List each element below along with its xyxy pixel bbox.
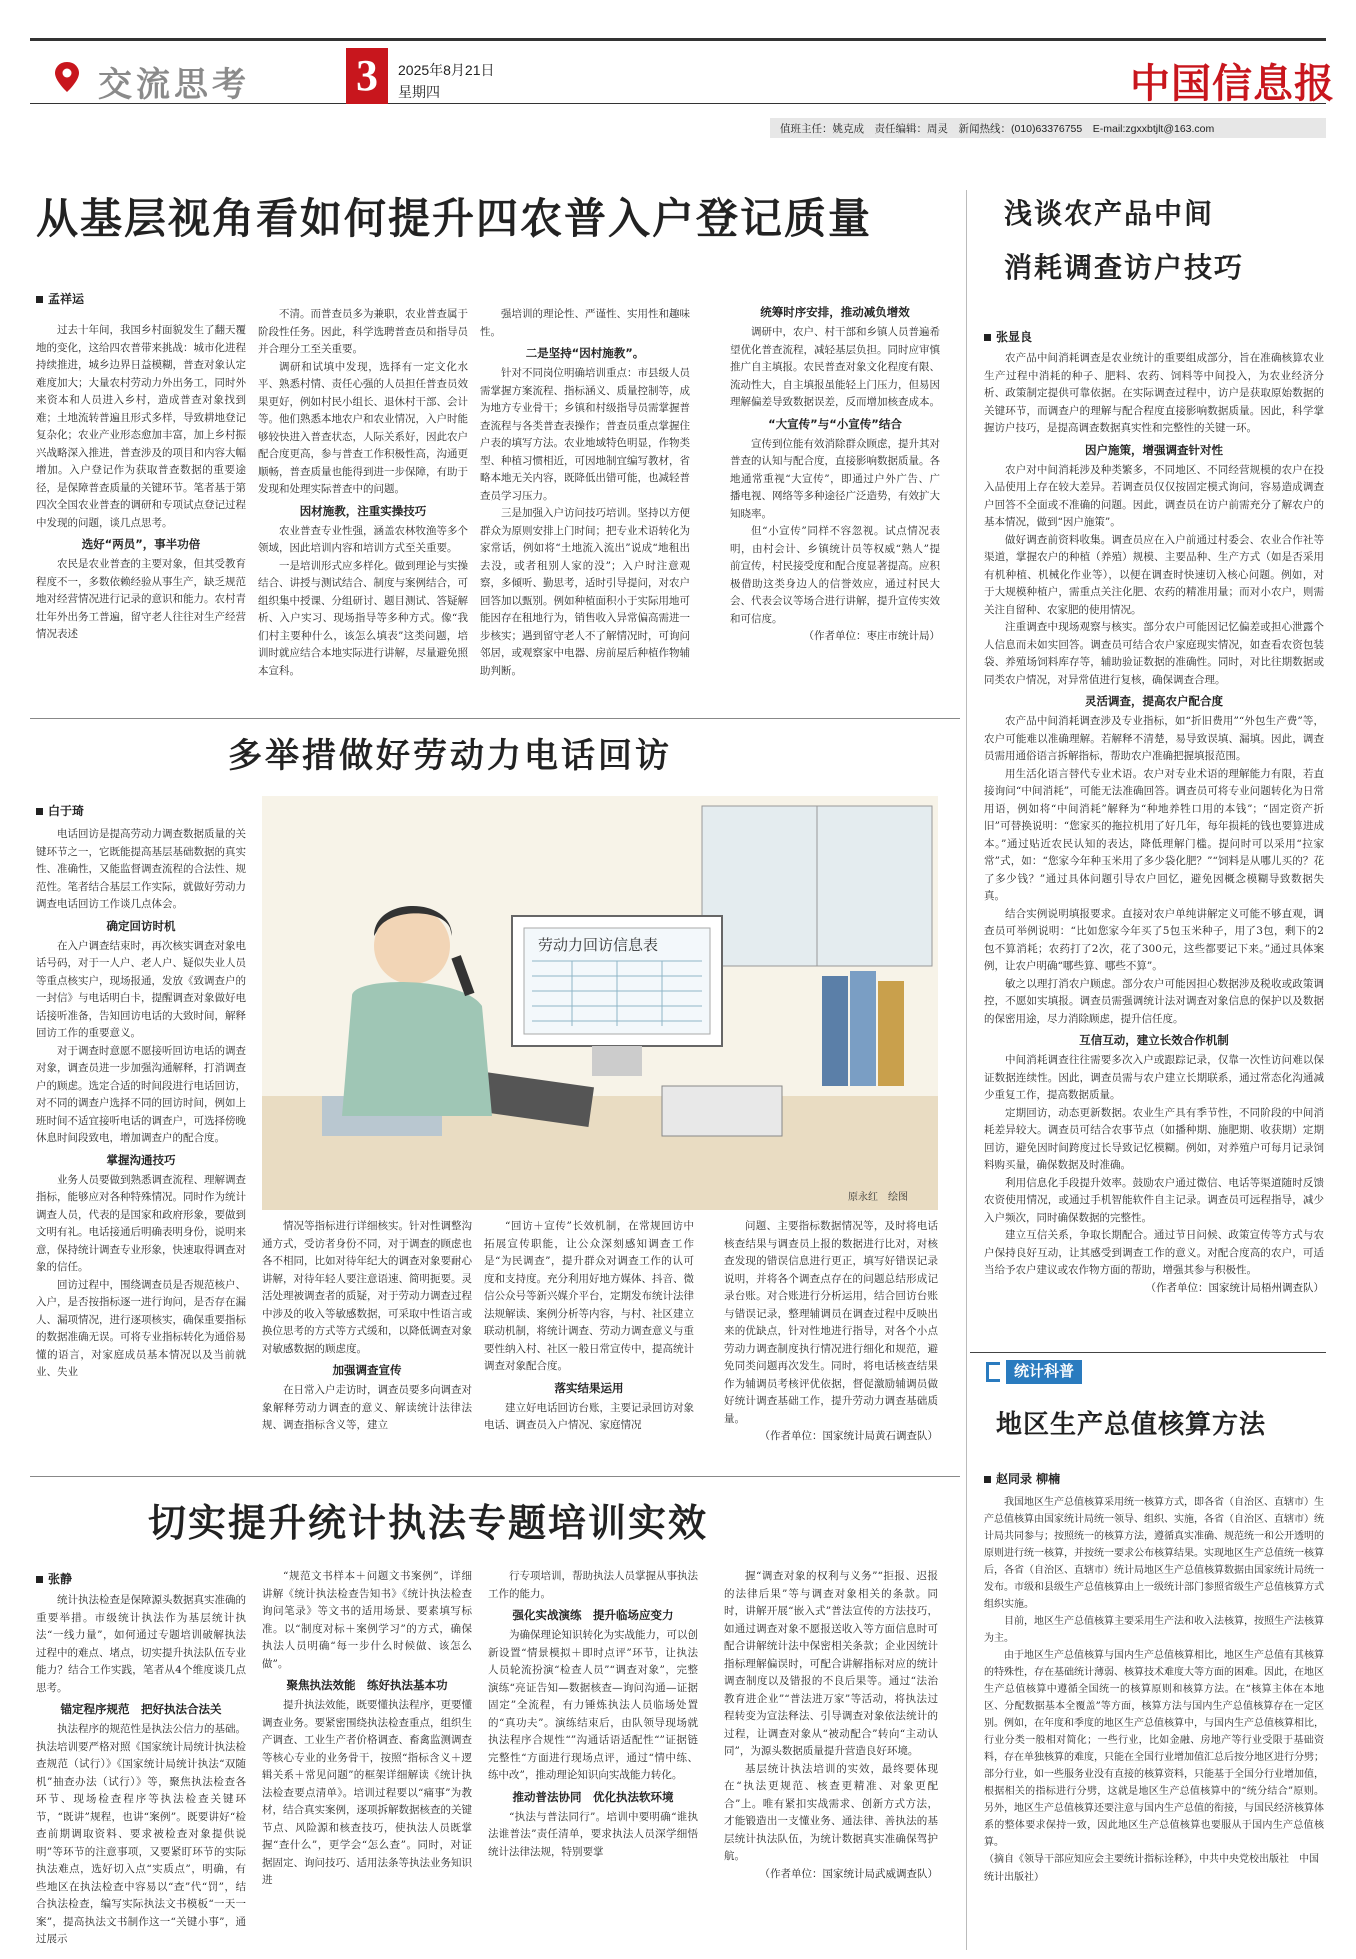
article2-subhead-1: 确定回访时机 [106,918,176,933]
article2-subhead-3: 加强调查宣传 [332,1363,402,1377]
article3-subhead-2: 聚焦执法效能 练好执法基本功 [286,1678,448,1692]
article2-col4: 问题、主要指标数据情况等，及时将电话核查结果与调查员上报的数据进行比对，对核查发现的错误信息进行更正，填写好错误记录说明，并将各个调查点存在的问题总结形成记录台账。对合账进行分析运用，结合回访台账与错误记录，整理辅调员在调查过程中反映出来的优缺点，针对性地进行指导，对各个小点劳动力调查制度执行情况进行细化和规范，避免同类问题再次发生。同时，将电话核查结果作为辅调员考核评优依据，督促激励辅调员做好统计调查基础工作，提升劳动力调查基础质量。 （作者单位：国家统计局黄石调查队） [724,1218,938,1468]
sidebar1-author: 张显良 [984,328,1032,345]
newspaper-logo: 中国信息报 [1130,60,1335,107]
article2-byline: （作者单位：国家统计局黄石调查队） [759,1430,938,1442]
sidebar1-subhead-3: 互信互动，建立长效合作机制 [1079,1033,1229,1047]
sidebar1-byline: （作者单位：国家统计局梧州调查队） [1145,1281,1324,1294]
article3-byline: （作者单位：国家统计局武威调查队） [759,1867,938,1880]
article3-author: 张静 [36,1570,72,1587]
article2-author: 白于琦 [36,802,84,819]
sidebar1-subhead-1: 因户施策，增强调查针对性 [1085,442,1223,457]
article3-col2: “规范文书样本＋问题文书案例”，详细讲解《统计执法检查告知书》《统计执法检查询问笔录》等文书的适用场景、要素填写标准。以“制度对标＋案例学习”的方式，确保执法人员明确“每一步什么时候做、该怎么做”。 聚焦执法效能 练好执法基本功 提升执法效能，既要懂执法程序，更要懂调查业务。要紧密围绕执法检查重点，组织生产调查、工业生产者价格调查、畜禽监测调查等核心专业的业务骨干，按照“指标含义＋逻辑关系＋常见问题”的框架详细解读《统计执法检查要点清单》。培训过程要以“痛事”为教材，结合真实案例，逐项拆解数据核查的关键节点、风险源和核查技巧，使执法人员既掌握“查什么”，更学会“怎么查”。同时，对证据固定、询问技巧、适用法条等执法业务知识进 [262,1570,472,1886]
sidebar2-byline: （摘自《领导干部应知应会主要统计指标诠释》，中共中央党校出版社 中国统计出版社） [984,1854,1319,1883]
article2-col2: 情况等指标进行详细核实。针对性调整沟通方式，受访者身份不同，对于调查的顾虑也各不相同，比如对待年纪大的调查对象要耐心讲解，对待年轻人要注意语速、简明扼要。灵活处理被调查者的质疑，对于劳动力调查过程中涉及的收入等敏感数据，可采取中性语言或换位思考的方式等方式缓和，以降低调查对象对敏感数据的顾虑度。 加强调查宣传 在日常入户走访时，调查员要多向调查对象解释劳动力调查的意义、解读统计法律法规、调查指标含义等，建立 [262,1220,472,1431]
article1-subhead-5: “大宣传”与“小宣传”结合 [768,416,902,431]
illustration [262,796,938,1210]
article1-col3: 强培训的理论性、严谨性、实用性和趣味性。 二是坚持“因村施教”。 针对不同岗位明确培训重点：市县级人员需掌握方案流程、指标涵义、质量控制等，成为地方专业骨干；乡镇和村级指导员需掌握普查流程与各类普查表操作；普查员重点掌握住户表的填写方法。农业地域特色明显，作物类型、种植习惯相近，可因地制宜编写教材，省略本地无关内容，既降低出错可能，也减轻普查员学习压力。 三是加强入户访问技巧培训。坚持以方便群众为原则安排上门时间；把专业术语转化为家常话，例如将“土地流入流出”说成“地租出去没，或者租别人家的没”；入户时注意观察，多倾听、勤思考，适时引导提问，对农户回答加以甄别。例如种植面积小于实际用地可能因存在租地行为，销售收入异常偏高需进一步核实；遇到留守老人不了解情况时，可询问邻居，或观察家中电器、房前屋后种植作物辅助判断。 [480,308,690,677]
divider [30,1476,960,1477]
article3-col1: 统计执法检查是保障源头数据真实准确的重要举措。市级统计执法作为基层统计执法“一线力量”，如何通过专题培训破解执法过程中的难点、堵点，切实提升执法队伍专业能力？结合工作实践，笔者从4个维度谈几点思考。 锚定程序规范 把好执法合法关 执法程序的规范性是执法公信力的基础。执法培训要严格对照《国家统计局统计执法检查规范（试行）》《国家统计局统计执法“双随机”抽查办法（试行）》等，聚焦执法检查各环节、现场检查程序等执法检查关键环节，“既讲”规程，也讲“案例”。既要讲好“检查前期调取资料、要求被检查对象提供说明”等环节的注意事项，又要紧盯环节的实际执法难点，选好切入点“实质点”，明确，有些地区在执法检查中容易以“查”代“罚”，结合执法检查，编写实际执法文书模板“一天一案”，提高执法文书制作这一“关键小事”，通过展示 [36,1594,246,1945]
article3-subhead-4: 推动普法协同 优化执法软环境 [512,1789,674,1804]
article1-subhead-4: 统筹时序安排，推动减负增效 [760,305,910,319]
issue-weekday: 星期四 [398,84,440,100]
article2-subhead-4: 落实结果运用 [554,1380,624,1395]
article1-col1: 过去十年间，我国乡村面貌发生了翻天覆地的变化，这给四农普带来挑战：城市化进程持续推进，城乡边界日益模糊，普查对象认定难度加大；大量农村劳动力外出务工，同时外来资本和人员进入乡村，造成普查对象找到难；土地流转普遍且形式多样，导致耕地登记复杂化；农业产业形态愈加丰富，加上乡村振兴战略深入推进，普查涉及的项目和内容大幅增加。入户登记作为获取普查数据的重要途径，是保障普查质量的关键环节。笔者基于第四次全国农业普查的调研和专项试点登记过程中发现的问题，谈几点思考。 选好“两员”，事半功倍 农民是农业普查的主要对象，但其受教育程度不一，多数依赖经验从事生产，缺乏规范地对经营情况进行记录的意识和能力。农村青壮年外出务工普遍，留守老人往往对生产经营情况表述 [36,324,246,640]
article2-subhead-2: 掌握沟通技巧 [106,1152,176,1167]
divider [970,1352,1326,1353]
sidebar1-body: 农产品中间消耗调查是农业统计的重要组成部分，旨在准确核算农业生产过程中消耗的种子、肥料、农药、饲料等中间投入，为农业经济分析、政策制定提供可靠依据。在实际调查过程中，访户是获取原始数据的关键环节，而调查户的理解与配合程度直接影响数据质量。因此，科学掌握访户技巧，是提高调查数据真实性和完整性的关键一环。 因户施策，增强调查针对性 农户对中间消耗涉及种类繁多，不同地区、不同经营规模的农户在投入品使用上存在较大差异。若调查员仅仅按固定模式询问，容易造成调查户回答不全面或不准确的问题。因此，调查员在访户前需充分了解农户的基本情况，做到“因户施策”。 做好调查前资料收集。调查员应在入户前通过村委会、农业合作社等渠道，掌握农户的种植（养殖）规模、主要品种、生产方式（如是否采用有机种植、机械化作业等），以便在调查时快速切入核心问题。例如，对于大规模种植户，需重点关注化肥、农药的精准用量；而对小农户，则需关注自留种、农家肥的使用情况。 注重调查中现场观察与核实。部分农户可能因记忆偏差或担心泄露个人信息而未如实回答。调查员可结合农户家庭现实情况，如查看农资包装袋、养殖场饲料库存等，辅助验证数据的准确性。同时，对比往期数据或同类农户情况，对异常值进行复核，确保调查合理。 灵活调查，提高农户配合度 农产品中间消耗调查涉及专业指标，如“折旧费用”“外包生产费”等，农户可能难以准确理解。若解释不清楚，易导致误填、漏填。因此，调查员需用通俗语言拆解指标，帮助农户准确把握填报范围。 用生活化语言替代专业术语。农户对专业术语的理解能力有限，若直接询问“中间消耗”，可能无法准确回答。调查员可将专业问题转化为日常用语，例如将“中间消耗”解释为“种地养牲口用的本钱”；“固定资产折旧”可替换说明：“您家买的拖拉机用了好几年，每年损耗的钱也要算进成本。”通过贴近农民认知的表达，降低理解门槛。提问时可以采用“拉家常”式，如：“您家今年种玉米用了多少袋化肥？”“饲料是从哪儿买的？花了多少钱？”通过具体问题引导农户回忆，避免因概念模糊导致数据失真。 结合实例说明填报要求。直接对农户单纯讲解定义可能不够直观，调查员可举例说明：“比如您家今年买了5包玉米种子，用了3包，剩下的2包不算消耗；农药打了2次，花了300元，这些都要记下来。”通过具体案例，让农户明确“哪些算、哪些不算”。 敏之以理打消农户顾虑。部分农户可能因担心数据涉及税收或政策调控，不愿如实填报。调查员需强调统计法对调查对象信息的保护以及数据的保密用途，尽力消除顾虑，提升信任度。 互信互动，建立长效合作机制 中间消耗调查往往需要多次入户或跟踪记录，仅靠一次性访问难以保证数据连续性。因此，调查员需与农户建立长期联系，通过常态化沟通减少重复工作，提高数据质量。 定期回访，动态更新数据。农业生产具有季节性，不同阶段的中间消耗差异较大。调查员可结合农事节点（如播种期、施肥期、收获期）定期回访，避免因时间跨度过长导致记忆模糊。例如，对养殖户可每月记录饲料购买量，确保数据及时准确。 利用信息化手段提升效率。鼓励农户通过微信、电话等渠道随时反馈农资使用情况，或通过手机智能软件自主记录。调查员可远程指导，减少入户频次，同时确保数据的完整性。 建立互信关系，争取长期配合。通过节日问候、政策宣传等方式与农户保持良好互动，让其感受到调查工作的意义。对配合度高的农户，可适当给予农户建议或农作物方面的帮助，增强其参与积极性。 （作者单位：国家统计局梧州调查队） [984,350,1324,1340]
illustration-form-title: 劳动力回访信息表 [538,936,659,954]
page-number: 3 [346,48,388,104]
article1-subhead-2: 因材施教，注重实操技巧 [299,503,427,518]
article3-subhead-1: 锚定程序规范 把好执法合法关 [60,1702,222,1716]
section-title: 交流思考 [98,65,250,105]
sidebar2-author: 赵同录 柳楠 [984,1470,1060,1487]
sidebar1-title-line1: 浅谈农产品中间 [1004,197,1215,230]
article2-col1: 电话回访是提高劳动力调查数据质量的关键环节之一，它既能提高基层基础数据的真实性、准确性，又能监督调查流程的合法性、规范性。笔者结合基层工作实际，就做好劳动力调查电话回访工作谈几点体会。 确定回访时机 在入户调查结束时，再次核实调查对象电话号码，对于一人户、老人户、疑似失业人员等重点核实户，现场报通，发放《致调查户的一封信》与电话明白卡，提醒调查对象做好电话接听准备，告知回访电话的大致时间，解释回访工作的重要意义。 对于调查时意愿不愿接听回访电话的调查对象，调查员进一步加强沟通解释，打消调查户的顾虑。选定合适的时间段进行电话回访，对不同的调查户选择不同的回访时间，例如上班时间不适宜接听电话的调查户，可选择傍晚休息时间段致电，增加调查户的配合度。 掌握沟通技巧 业务人员要做到熟悉调查流程、理解调查指标，能够应对各种特殊情况。同时作为统计调查人员，代表的是国家和政府形象，要做到文明有礼。电话接通后明确表明身份，说明来意，保持统计调查专业形象，快速取得调查对象的信任。 回访过程中，围绕调查员是否规范核户、入户，是否按指标逐一进行询问，是否存在漏人、漏项情况，进行逐项核实，确保重要指标的数据准确无误。可将专业指标转化为通俗易懂的语言，对家庭成员基本情况以及当前就业、失业 [36,828,246,1378]
article3-title: 切实提升统计执法专题培训实效 [148,1500,709,1545]
divider [30,718,960,719]
article3-col4: 握“调查对象的权利与义务”“拒报、迟报的法律后果”等与调查对象相关的条款。同时，讲解开展“嵌入式”普法宣传的方法技巧，如通过调查对象不愿报送收入等方面信息时可配合讲解统计法中保密相关条款；企业因统计指标理解偏误时，可配合讲解指标对应的统计调查制度以及错报的不良后果等。通过“法治教育进企业”“普法进万家”等活动，将执法过程转变为宣法释法、引导调查对象依法统计的过程，让调查对象从“被动配合”转向“主动认同”，为源头数据质量提升营造良好环境。 基层统计执法培训的实效，最终要体现在“执法更规范、核查更精准、对象更配合”上。唯有紧扣实战需求、创新方式方法，才能锻造出一支懂业务、通法律、善执法的基层统计执法队伍，为统计数据真实准确保驾护航。 （作者单位：国家统计局武威调查队） [724,1568,938,1948]
article2-col3: “回访＋宣传”长效机制，在常规回访中拓展宣传职能，让公众深刻感知调查工作是“为民调查”，提升群众对调查工作的认可度和支持度。充分利用好地方媒体、抖音、微信公众号等新兴媒介平台，定期发布统计法律法规解读、案例分析等内容，与村、社区建立联动机制，将统计调查、劳动力调查意义与重要性纳入村、社区一般日常宣传中，提高统计调查对象配合度。 落实结果运用 建立好电话回访台账，主要记录回访对象电话、调查员入户情况、家庭情况 [484,1220,694,1431]
sidebar2-tag: 统计科普 [1006,1360,1082,1384]
sidebar2-title: 地区生产总值核算方法 [996,1410,1267,1440]
sidebar1-title-line2: 消耗调查访户技巧 [1004,251,1245,284]
issue-date: 2025年8月21日 [398,62,495,78]
column-divider [966,190,967,1950]
article1-col2: 不清。而普查员多为兼职，农业普查属于阶段性任务。因此，科学选聘普查员和指导员并合理分工至关重要。 调研和试填中发现，选择有一定文化水平、熟悉村情、责任心强的人员担任普查员效果更好，例如村民小组长、退休村干部、会计等。他们熟悉本地农户和农业情况，入户时能够较快进入普查状态，人际关系好，因此农户配合度更高，参与普查工作积极性高，沟通更顺畅，普查质量也能得到进一步保障，有助于发现和处理实际普查中的问题。 因材施教，注重实操技巧 农业普查专业性强，涵盖农林牧渔等多个领域，因此培训内容和培训方式至关重要。 一是培训形式应多样化。做到理论与实操结合、讲授与测试结合、制度与案例结合，可组织集中授课、分组研讨、题目测试、答疑解析、入户实习、现场指导等多种方式。像“我们村主要种什么，该怎么填表”这类问题，培训时就应结合本地实际进行讲解，尽量避免照本宣科。 [258,308,468,677]
illustration-credit: 原永红 绘图 [848,1192,908,1203]
sidebar1-subhead-2: 灵活调查，提高农户配合度 [1085,694,1223,708]
location-pin-icon [52,60,82,94]
article1-col4: 统筹时序安排，推动减负增效 调研中，农户、村干部和乡镇人员普遍希望优化普查流程，减轻基层负担。同时应审慎推广自主填报。农民普查对象文化程度有限、流动性大，自主填报虽能轻上门压力，但易因理解偏差导致数据误差，反而增加核查成本。 “大宣传”与“小宣传”结合 宣传到位能有效消除群众顾虑，提升其对普查的认知与配合度，直接影响数据质量。各地通常重视“大宣传”，即通过户外广告、广播电视、网络等多种途径广泛造势，有效扩大知晓率。 但“小宣传”同样不容忽视。试点情况表明，由村会计、乡镇统计员等权威“熟人”提前宣传，村民接受度和配合度显著提高。应积极借助这类身边人的信誉效应，通过村民大会、代表会议等场合进行讲解，提升宣传实效和可信度。 （作者单位：枣庄市统计局） [730,300,940,710]
article1-author: 孟祥运 [36,290,84,307]
article1-subhead-3: 二是坚持“因村施教”。 [525,346,645,360]
article1-subhead-1: 选好“两员”，事半功倍 [81,537,201,551]
article3-subhead-3: 强化实战演练 提升临场应变力 [512,1608,674,1622]
sidebar2-body: 我国地区生产总值核算采用统一核算方式，即各省（自治区、直辖市）生产总值核算由国家统计局统一领导、组织、实施，各省（自治区、直辖市）统计局共同参与；按照统一的核算方法，遵循真实准确、规范统一和公开透明的原则进行统一核算，并按统一要求公布核算结果。实现地区生产总值统一核算后，各省（自治区、直辖市）统计局地区生产总值核算数据由国家统计局统一发布。市级和县级生产总值核算由上一级统计部门参照省级生产总值核算方式组织实施。 目前，地区生产总值核算主要采用生产法和收入法核算，按照生产法核算为主。 由于地区生产总值核算与国内生产总值核算相比，地区生产总值有其核算的特殊性，存在基础统计薄弱、核算技术难度大等方面的困难。因此，在地区生产总值核算中遵循全国统一的核算原则和核算方法。在“核算主体在本地区、分配数据基本全覆盖”等方面，核算方法与国内生产总值核算存在一定区别。例如，在年度和季度的地区生产总值核算中，与国内生产总值核算相比，行业分类一般相对简化；一些行业，比如金融、房地产等行业受限于基础资料，存在单独核算的难度，只能在全国行业增加值汇总后按分地区进行分劈；部分行业，如一些服务业没有直接的核算资料，只能基于全国分行业增加值，根据相关的指标进行分劈，这就是地区生产总值核算中的“统分结合”原则。另外，地区生产总值核算还要注意与国内生产总值的衔接，与国民经济核算体系的整体要求保持一致，因此地区生产总值核算也要服从于国内生产总值核算。 （摘自《领导干部应知应会主要统计指标诠释》，中共中央党校出版社 中国统计出版社） [984,1494,1324,1944]
article1-byline: （作者单位：枣庄市统计局） [803,630,940,642]
editor-line-text: 值班主任：姚克成 责任编辑：周灵 新闻热线：(010)63376755 E-mail:zgxxbtjlt@163.com [780,123,1215,135]
article2-title: 多举措做好劳动力电话回访 [228,736,672,776]
article3-col3: 行专项培训，帮助执法人员掌握从事执法工作的能力。 强化实战演练 提升临场应变力 为确保理论知识转化为实战能力，可以创新设置“情景模拟＋即时点评”环节，让执法人员轮流扮演“检查人员”“调查对象”，完整演练“亮证告知—数据核查—询问沟通—证据固定”全流程，有力锤炼执法人员临场处置的“真功夫”。演练结束后，由队领导现场就执法程序合规性“”沟通话语适配性“”证据链完整性“方面进行现场点评，通过“情中练、练中改”，推动理论知识向实战能力转化。 推动普法协同 优化执法软环境 “执法与普法同行”。培训中要明确“谁执法谁普法”责任清单，要求执法人员深学细悟统计法律法规，特别要掌 [488,1570,698,1858]
tag-icon [986,1362,1000,1382]
article1-title: 从基层视角看如何提升四农普入户登记质量 [36,194,873,243]
